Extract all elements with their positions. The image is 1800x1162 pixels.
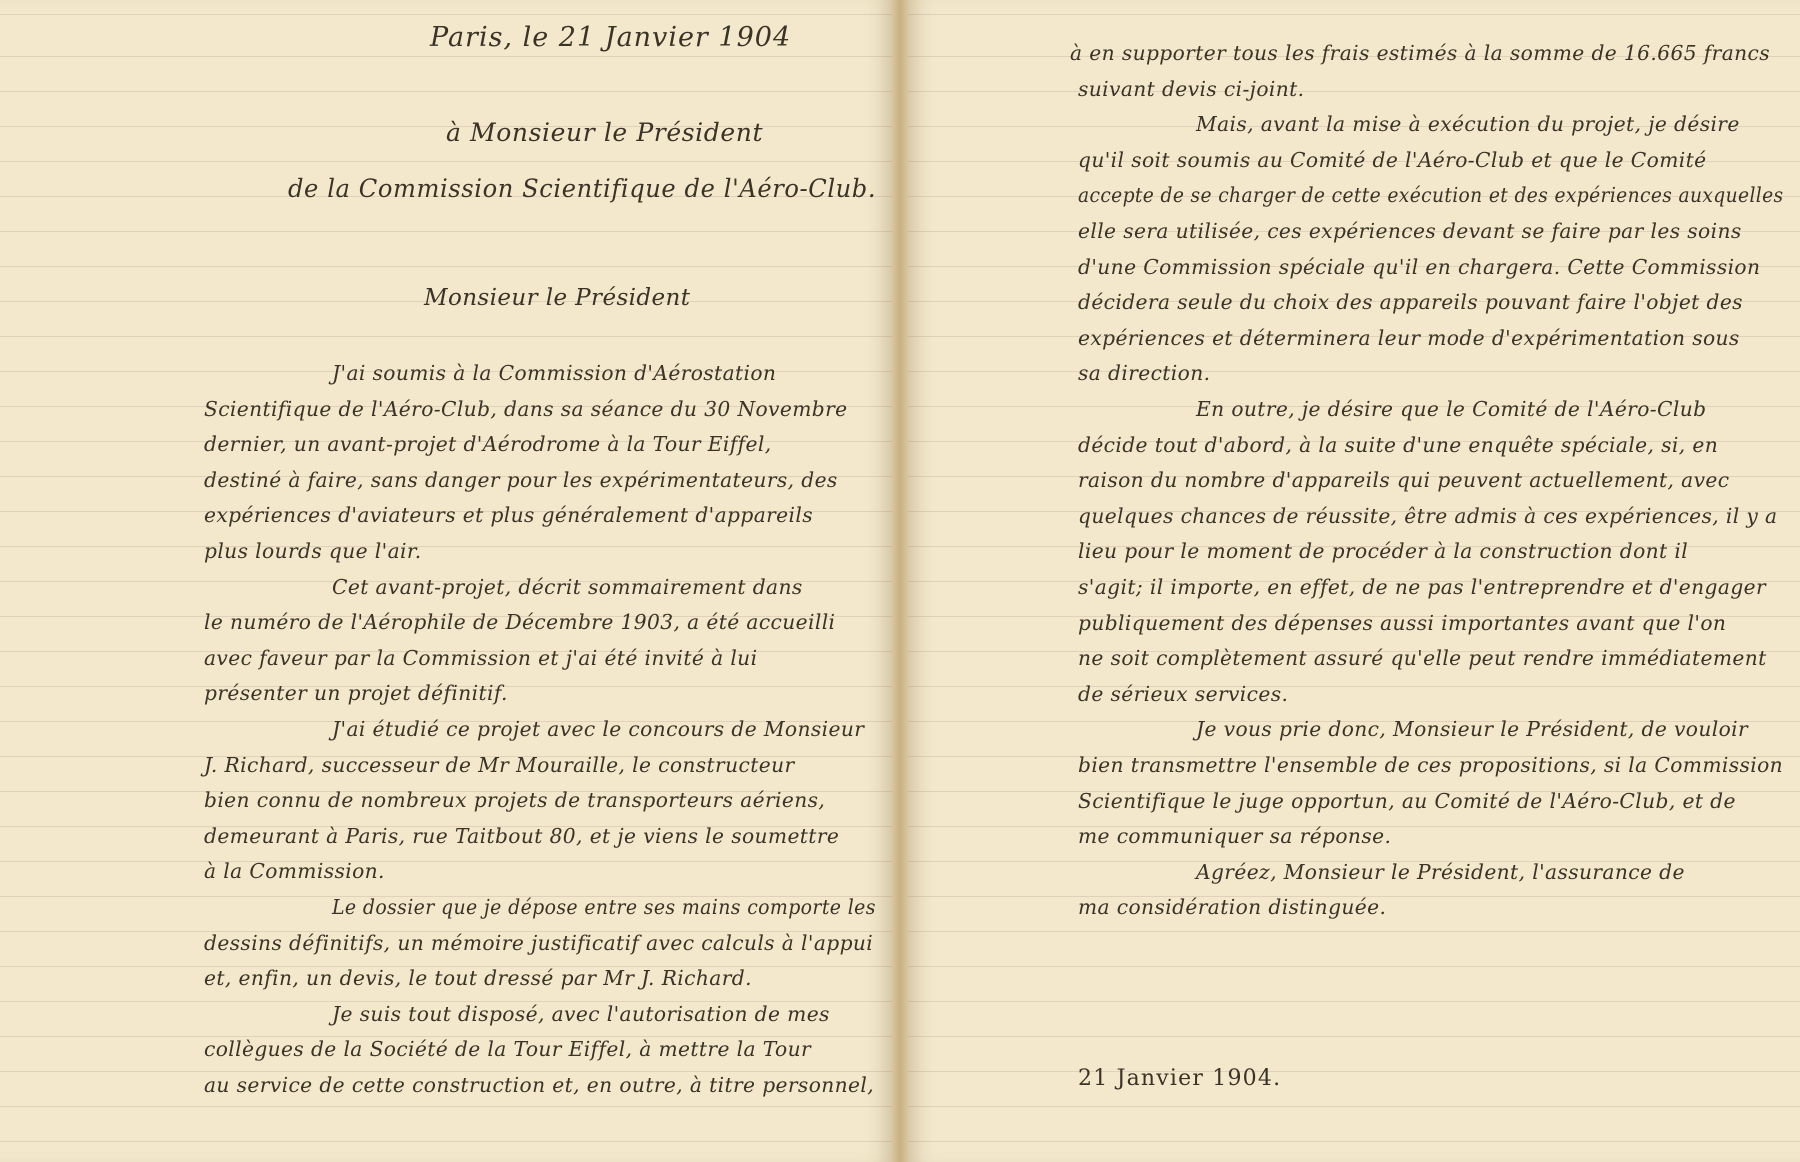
- left_page-line: demeurant à Paris, rue Taitbout 80, et je viens le soumettre: [204, 823, 840, 848]
- right_page-line: ne soit complètement assuré qu'elle peut rendre immédiatement: [1078, 646, 1767, 671]
- right_page-line: s'agit; il importe, en effet, de ne pas l'entreprendre et d'engager: [1078, 575, 1767, 599]
- right_page-line: Agréez, Monsieur le Président, l'assurance de: [1196, 859, 1685, 884]
- right-page: [908, 0, 1800, 1162]
- right_page-line: de sérieux services.: [1078, 681, 1289, 706]
- right_page-line: Scientifique le juge opportun, au Comité de l'Aéro-Club, et de: [1078, 788, 1736, 813]
- right_page-line: accepte de se charger de cette exécution et des expériences auxquelles: [1078, 183, 1784, 208]
- address-line-1: à Monsieur le Président: [446, 118, 764, 147]
- right_page-line: décidera seule du choix des appareils pouvant faire l'objet des: [1078, 290, 1743, 315]
- left_page-line: collègues de la Société de la Tour Eiffel, à mettre la Tour: [204, 1037, 812, 1062]
- right_page-line: bien transmettre l'ensemble de ces propositions, si la Commission: [1078, 753, 1784, 777]
- left_page-line: expériences d'aviateurs et plus généralement d'appareils: [204, 503, 814, 528]
- right_page-line: Mais, avant la mise à exécution du projet, je désire: [1196, 112, 1740, 137]
- right_page-line: publiquement des dépenses aussi importantes avant que l'on: [1078, 610, 1727, 635]
- left_page-line: présenter un projet définitif.: [204, 681, 508, 706]
- left_page-line: avec faveur par la Commission et j'ai été invité à lui: [204, 645, 758, 670]
- right_page-line: d'une Commission spéciale qu'il en chargera. Cette Commission: [1078, 254, 1761, 279]
- right_page-line: expériences et déterminera leur mode d'expérimentation sous: [1078, 325, 1740, 350]
- bottom-date: 21 Janvier 1904.: [1078, 1066, 1282, 1091]
- page-gutter: [892, 0, 908, 1162]
- left_page-line: J. Richard, successeur de Mr Mouraille, le constructeur: [204, 752, 795, 777]
- right_page-line: raison du nombre d'appareils qui peuvent actuellement, avec: [1078, 468, 1730, 493]
- right_page-line: qu'il soit soumis au Comité de l'Aéro-Club et que le Comité: [1078, 147, 1707, 172]
- left_page-line: Le dossier que je dépose entre ses mains comporte les: [332, 895, 876, 919]
- left_page-line: Je suis tout disposé, avec l'autorisation de mes: [332, 1001, 830, 1026]
- left_page-line: J'ai étudié ce projet avec le concours de Monsieur: [332, 717, 865, 741]
- left_page-line: dessins définitifs, un mémoire justificatif avec calculs à l'appui: [204, 930, 874, 955]
- salutation: Monsieur le Président: [424, 285, 691, 311]
- left_page-line: et, enfin, un devis, le tout dressé par Mr J. Richard.: [204, 966, 752, 991]
- right_page-line: quelques chances de réussite, être admis à ces expériences, il y a: [1078, 503, 1778, 528]
- right_page-line: me communiquer sa réponse.: [1078, 824, 1392, 849]
- right_page-line: sa direction.: [1078, 361, 1211, 386]
- left_page-line: Scientifique de l'Aéro-Club, dans sa séance du 30 Novembre: [204, 396, 848, 421]
- right_page-line: décide tout d'abord, à la suite d'une enquête spéciale, si, en: [1078, 432, 1719, 457]
- right_page-line: à en supporter tous les frais estimés à la somme de 16.665 francs: [1070, 41, 1771, 65]
- right_page-line: En outre, je désire que le Comité de l'Aéro-Club: [1196, 397, 1707, 421]
- left_page-line: le numéro de l'Aérophile de Décembre 1903, a été accueilli: [204, 610, 836, 635]
- left_page-line: dernier, un avant-projet d'Aérodrome à la Tour Eiffel,: [204, 432, 772, 457]
- right_page-line: Je vous prie donc, Monsieur le Président, de vouloir: [1196, 717, 1749, 742]
- left_page-line: à la Commission.: [204, 859, 385, 884]
- left_page-line: bien connu de nombreux projets de transporteurs aériens,: [204, 788, 826, 813]
- right_page-line: ma considération distinguée.: [1078, 895, 1387, 920]
- right_page-line: lieu pour le moment de procéder à la construction dont il: [1078, 539, 1689, 564]
- left_page-line: plus lourds que l'air.: [204, 539, 422, 563]
- left_page-line: destiné à faire, sans danger pour les expérimentateurs, des: [204, 467, 838, 492]
- left_page-line: J'ai soumis à la Commission d'Aérostation: [332, 361, 777, 385]
- left_page-line: Cet avant-projet, décrit sommairement dans: [332, 574, 803, 599]
- right_page-line: suivant devis ci-joint.: [1078, 76, 1305, 101]
- dateline: Paris, le 21 Janvier 1904: [430, 22, 792, 53]
- address-line-2: de la Commission Scientifique de l'Aéro-Club.: [288, 174, 877, 203]
- left_page-line: au service de cette construction et, en outre, à titre personnel,: [204, 1073, 875, 1097]
- right_page-line: elle sera utilisée, ces expériences devant se faire par les soins: [1078, 219, 1742, 243]
- left-page: [0, 0, 892, 1162]
